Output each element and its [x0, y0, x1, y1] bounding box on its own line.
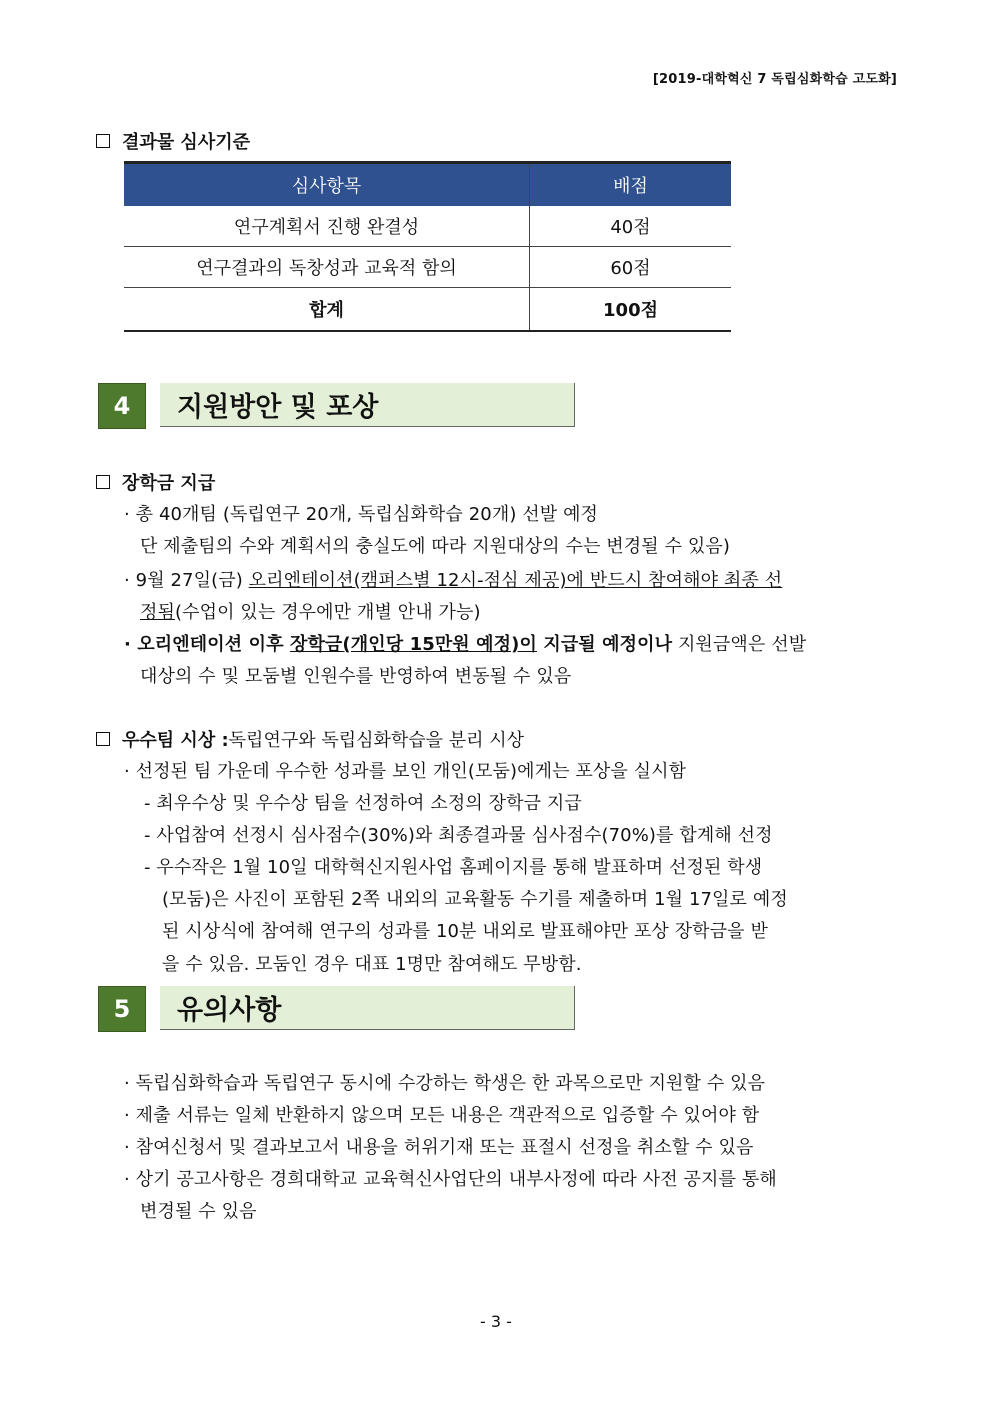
section-4-header — [98, 383, 575, 429]
section-title: 지원방안 및 포상 — [160, 383, 575, 427]
scholarship-heading-text: 장학금 지급 — [122, 473, 216, 494]
header-tag: [2019-대학혁신 7 독립심화학습 고도화] — [652, 72, 897, 87]
checkbox-square-icon — [96, 732, 110, 746]
criteria-table — [124, 161, 731, 332]
table-cell: 합계 — [124, 288, 530, 332]
criteria-heading-text: 결과물 심사기준 — [122, 132, 250, 153]
checkbox-square-icon — [96, 134, 110, 148]
column-header: 배점 — [530, 163, 732, 207]
bold-underlined-text: 장학금(개인당 15만원 예정)이 — [289, 634, 537, 655]
awards-dash-1: - 최우수상 및 우수상 팀을 선정하여 소정의 장학금 지급 — [144, 793, 582, 814]
bold-text: · 오리엔테이션 이후 — [124, 634, 290, 655]
awards-dash-3-cont: (모둠)은 사진이 포함된 2쪽 내외의 교육활동 수기를 제출하며 1월 17일로 예정 — [162, 889, 788, 910]
notice-bullet-3: · 참여신청서 및 결과보고서 내용을 허위기재 또는 표절시 선정을 취소할 수 있음 — [124, 1137, 754, 1158]
table-row — [124, 247, 731, 288]
table-cell: 40점 — [530, 206, 732, 247]
section-number-badge: 4 — [98, 383, 146, 429]
text-span: (수업이 있는 경우에만 개별 안내 가능) — [174, 602, 481, 623]
scholarship-bullet-1: · 총 40개팀 (독립연구 20개, 독립심화학습 20개) 선발 예정 — [124, 504, 599, 525]
scholarship-bullet-2-cont — [140, 598, 481, 624]
table-cell: 100점 — [530, 288, 732, 332]
notice-bullet-1: · 독립심화학습과 독립연구 동시에 수강하는 학생은 한 과목으로만 지원할 수 있음 — [124, 1073, 766, 1094]
text-span: · 9월 27일(금) — [124, 570, 249, 591]
scholarship-bullet-3 — [124, 630, 806, 656]
awards-dash-2: - 사업참여 선정시 심사점수(30%)와 최종결과물 심사점수(70%)를 합계해 선정 — [144, 825, 773, 846]
awards-bullet-1: · 선정된 팀 가운데 우수한 성과를 보인 개인(모둠)에게는 포상을 실시함 — [124, 761, 687, 782]
scholarship-bullet-2 — [124, 566, 896, 592]
checkbox-square-icon — [96, 475, 110, 489]
scholarship-heading — [96, 469, 215, 495]
awards-heading-text: 우수팀 시상 : — [122, 730, 229, 751]
notice-bullet-4: · 상기 공고사항은 경희대학교 교육혁신사업단의 내부사정에 따라 사전 공지를 통해 — [124, 1169, 777, 1190]
table-header-row — [124, 163, 731, 207]
underlined-text: 오리엔테이션(캠퍼스별 12시-점심 제공)에 반드시 참여해야 최종 선 — [248, 570, 783, 591]
table-total-row — [124, 288, 731, 332]
underlined-text: 정됨 — [140, 602, 175, 623]
table-cell: 연구계획서 진행 완결성 — [124, 206, 530, 247]
criteria-heading — [96, 128, 250, 154]
awards-heading-rest: 독립연구와 독립심화학습을 분리 시상 — [228, 730, 525, 751]
awards-dash-3-cont: 된 시상식에 참여해 연구의 성과를 10분 내외로 발표해야만 포상 장학금을 받 — [162, 921, 768, 942]
table-cell: 60점 — [530, 247, 732, 288]
table-row — [124, 206, 731, 247]
table-cell: 연구결과의 독창성과 교육적 함의 — [124, 247, 530, 288]
notice-bullet-4-cont: 변경될 수 있음 — [140, 1201, 257, 1222]
notice-bullet-2: · 제출 서류는 일체 반환하지 않으며 모든 내용은 객관적으로 입증할 수 있어야 함 — [124, 1105, 760, 1126]
bold-text: 지급될 예정이나 — [536, 634, 673, 655]
section-5-header — [98, 986, 575, 1032]
scholarship-bullet-3-cont: 대상의 수 및 모둠별 인원수를 반영하여 변동될 수 있음 — [140, 666, 572, 687]
section-number-badge: 5 — [98, 986, 146, 1032]
scholarship-bullet-1-cont: 단 제출팀의 수와 계획서의 충실도에 따라 지원대상의 수는 변경될 수 있음) — [140, 536, 730, 557]
text-span: 지원금액은 선발 — [672, 634, 807, 655]
awards-heading — [96, 726, 524, 752]
section-title: 유의사항 — [160, 986, 575, 1030]
column-header: 심사항목 — [124, 163, 530, 207]
awards-dash-3: - 우수작은 1월 10일 대학혁신지원사업 홈페이지를 통해 발표하며 선정된 학생 — [144, 857, 763, 878]
page-number: - 3 - — [480, 1312, 512, 1331]
awards-dash-3-cont: 을 수 있음. 모둠인 경우 대표 1명만 참여해도 무방함. — [162, 954, 582, 975]
